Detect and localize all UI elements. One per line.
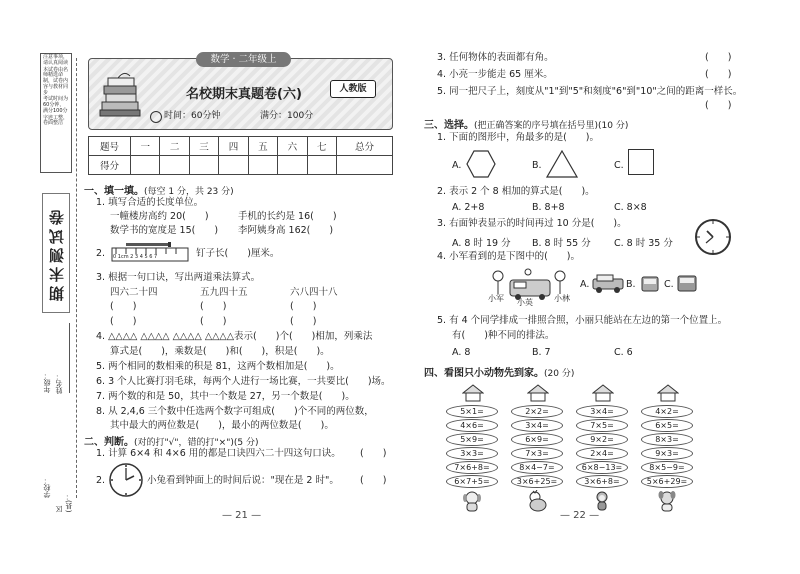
field-grade-label: 年级： — [43, 372, 51, 393]
subject-pill: 数学 · 二年级上 — [196, 52, 291, 67]
s3-q3-opt-c[interactable]: C. 8 时 35 分 — [614, 238, 673, 249]
section2-heading — [84, 433, 258, 448]
ruler-label: 0 1cm 2 3 4 5 6 7 — [113, 254, 158, 260]
binding-line — [76, 58, 77, 498]
judge-q4-paren[interactable]: ( ) — [705, 69, 732, 80]
house-icon — [462, 384, 484, 406]
judge-q5-paren[interactable]: ( ) — [705, 100, 732, 111]
score-table-header-row — [89, 137, 393, 156]
score-table-cell: 四 — [219, 137, 248, 156]
score-table-cell: 总分 — [336, 137, 392, 156]
s1-q6: 6. 3 个人比赛打羽毛球，每两个人进行一场比赛，一共要比( )场。 — [96, 376, 391, 387]
note-line: 注意事项，请认真阅读 — [43, 54, 69, 66]
puppy-icon — [460, 490, 484, 516]
exam-time: 时间：60分钟 — [164, 111, 221, 121]
score-table-cell: 一 — [131, 137, 160, 156]
judge-q3-paren[interactable]: ( ) — [705, 52, 732, 63]
math-oval[interactable]: 2×4= — [576, 447, 628, 460]
s3-q1: 1. 下面的图形中，角最多的是( )。 — [437, 132, 599, 143]
s3-q1-opt-b[interactable]: B. — [532, 160, 542, 171]
math-oval[interactable]: 6×7+5= — [446, 475, 498, 488]
s1-q3: 3. 根据一句口诀，写出两道乘法算式。 — [96, 272, 261, 283]
section4-title: 四、看图只小动物先到家。 — [424, 368, 544, 379]
score-table-cell: 题号 — [89, 137, 131, 156]
exam-title: 名校期末真题卷(六) — [186, 87, 302, 102]
clock-icon — [150, 111, 162, 123]
score-input-cell[interactable] — [278, 156, 307, 175]
s1-q2: 2. — [96, 248, 106, 259]
s1-q3-rhyme: 四六二十四 — [110, 287, 158, 298]
section4-note: (20 分) — [544, 369, 575, 379]
s3-q4: 4. 小军看到的是下图中的( )。 — [437, 251, 580, 262]
s3-q5-opt-b[interactable]: B. 7 — [532, 347, 551, 358]
person-label: 小英 — [517, 298, 533, 307]
judge-q4: 4. 小亮一步能走 65 厘米。 — [437, 69, 553, 80]
math-oval[interactable]: 3×6+25= — [511, 475, 563, 488]
judge-q3: 3. 任何物体的表面都有角。 — [437, 52, 554, 63]
vertical-title — [42, 193, 70, 313]
score-input-cell[interactable] — [189, 156, 218, 175]
score-input-cell[interactable] — [248, 156, 277, 175]
score-table-cell: 七 — [307, 137, 336, 156]
s3-q3: 3. 右面钟表显示的时间再过 10 分是( )。 — [437, 218, 627, 229]
note-line: 考试时间为60分钟，满分100分 — [43, 96, 69, 114]
s1-q2-text: 钉子长( )厘米。 — [196, 248, 280, 259]
s3-q5-opt-a[interactable]: A. 8 — [452, 347, 471, 358]
math-oval[interactable]: 3×3= — [446, 447, 498, 460]
page-number-left: — 21 — — [222, 510, 262, 521]
s3-q3-opt-a[interactable]: A. 8 时 19 分 — [452, 238, 511, 249]
score-input-cell[interactable] — [131, 156, 160, 175]
note-line: 字迹工整，卷面整洁 — [43, 114, 69, 127]
field-district-label: 区(县)： — [55, 493, 73, 513]
math-oval[interactable]: 9×3= — [641, 447, 693, 460]
math-oval[interactable]: 7×6+8= — [446, 461, 498, 474]
clock-face-icon — [108, 462, 144, 498]
score-table — [88, 136, 393, 175]
math-oval[interactable]: 4×2= — [641, 405, 693, 418]
hexagon-shape — [466, 150, 496, 182]
math-oval[interactable]: 6×9= — [511, 433, 563, 446]
math-oval[interactable]: 4×6= — [446, 419, 498, 432]
score-table-cell: 五 — [248, 137, 277, 156]
note-line: 本试卷由名师精选命制，试卷内容与教材同步 — [43, 66, 69, 96]
s1-q1-item: 手机的长约是 16( ) — [238, 211, 337, 222]
s3-q2-opt-c[interactable]: C. 8×8 — [614, 202, 647, 213]
square-shape — [628, 149, 654, 175]
s1-q3-blank[interactable]: ( ) — [110, 316, 137, 327]
s1-q4-line2: 算式是( )，乘数是( )和( )，积是( )。 — [110, 346, 330, 357]
math-oval[interactable]: 5×1= — [446, 405, 498, 418]
s1-q3-rhyme: 五九四十五 — [200, 287, 248, 298]
score-row-label: 得分 — [89, 156, 131, 175]
s1-q8-line2: 其中最大的两位数是( )，最小的两位数是( )。 — [110, 420, 334, 431]
field-district — [54, 493, 74, 512]
section3-heading — [424, 116, 628, 131]
s3-q1-opt-c[interactable]: C. — [614, 160, 624, 171]
car-view-c — [676, 272, 698, 298]
math-oval[interactable]: 8×5−9= — [641, 461, 693, 474]
math-oval[interactable]: 8×4−7= — [511, 461, 563, 474]
s1-q3-blank[interactable]: ( ) — [290, 301, 317, 312]
section2-title: 二、判断。 — [84, 437, 134, 448]
s1-q1-item: 李阿姨身高 162( ) — [238, 225, 334, 236]
math-oval[interactable]: 3×4= — [511, 419, 563, 432]
s2-q2-text: 小兔看到钟面上的时间后说："现在是 2 时"。 — [147, 475, 339, 486]
math-oval[interactable]: 7×3= — [511, 447, 563, 460]
s1-q3-blank[interactable]: ( ) — [200, 316, 227, 327]
math-oval[interactable]: 9×2= — [576, 433, 628, 446]
house-icon — [527, 384, 549, 406]
score-input-cell[interactable] — [307, 156, 336, 175]
s3-q2-opt-a[interactable]: A. 2+8 — [452, 202, 485, 213]
s2-q2: 2. — [96, 475, 106, 486]
s1-q3-blank[interactable]: ( ) — [290, 316, 317, 327]
binding-strip — [40, 53, 73, 513]
triangle-shape — [546, 150, 578, 182]
section3-note: (把正确答案的序号填在括号里)(10 分) — [474, 121, 629, 131]
section1-note: (每空 1 分，共 23 分) — [144, 187, 234, 197]
score-input-cell[interactable] — [336, 156, 392, 175]
s1-q3-blank[interactable]: ( ) — [200, 301, 227, 312]
s3-q3-opt-b[interactable]: B. 8 时 55 分 — [532, 238, 591, 249]
s3-q4-opt-c[interactable]: C. — [664, 279, 674, 290]
s1-q1-item: 一幢楼房高约 20( ) — [110, 211, 209, 222]
s2-q1-paren[interactable]: ( ) — [360, 448, 387, 459]
field-school — [42, 458, 70, 498]
field-name-label: 姓名： — [55, 373, 63, 394]
ruler-nail-figure — [110, 242, 190, 264]
score-table-cell: 三 — [189, 137, 218, 156]
s3-q5-line2: 有( )种不同的排法。 — [452, 330, 555, 341]
score-table-cell: 六 — [278, 137, 307, 156]
s2-q1: 1. 计算 6×4 和 4×6 用的都是口诀四六二十四这句口诀。 — [96, 448, 341, 459]
math-oval[interactable]: 3×6+8= — [576, 475, 628, 488]
math-oval[interactable]: 6×8−13= — [576, 461, 628, 474]
section1-title: 一、填一填。 — [84, 186, 144, 197]
section4-heading — [424, 364, 574, 379]
s2-q2-paren[interactable]: ( ) — [360, 475, 387, 486]
page-number-right: — 22 — — [560, 510, 600, 521]
car-view-a — [592, 274, 624, 298]
field-school-label: 学校： — [43, 477, 51, 498]
math-oval[interactable]: 2×2= — [511, 405, 563, 418]
field-name — [54, 373, 64, 394]
edition-badge: 人教版 — [330, 80, 376, 98]
score-table-score-row — [89, 156, 393, 175]
person-label: 小军 — [488, 294, 504, 303]
dog-icon — [655, 490, 679, 516]
math-oval[interactable]: 6×5= — [641, 419, 693, 432]
s1-q7: 7. 两个数的和是 50，其中一个数是 27，另一个数是( )。 — [96, 391, 355, 402]
rooster-icon — [525, 490, 549, 516]
section2-note: (对的打"√"，错的打"×")(5 分) — [134, 438, 259, 448]
s1-q5: 5. 两个相同的数相乘的积是 81，这两个数相加是( )。 — [96, 361, 340, 372]
s1-q8-line1: 8. 从 2,4,6 三个数中任选两个数字可组成( )个不同的两位数， — [96, 406, 374, 417]
s3-q2: 2. 表示 2 个 8 相加的算式是( )。 — [437, 186, 595, 197]
s1-q4-line1: 4. △△△△ △△△△ △△△△ △△△△表示( )个( )相加，列乘法 — [96, 331, 373, 342]
person-label: 小林 — [554, 294, 570, 303]
section1-heading — [84, 182, 234, 197]
s1-q3-blank[interactable]: ( ) — [110, 301, 137, 312]
s3-q1-opt-a[interactable]: A. — [452, 160, 462, 171]
s3-q4-opt-a[interactable]: A. — [580, 279, 590, 290]
s3-q5-line1: 5. 有 4 个同学排成一排照合照，小丽只能站在左边的第一个位置上。 — [437, 315, 728, 326]
wall-clock-icon — [694, 218, 732, 256]
score-table-cell: 二 — [160, 137, 189, 156]
judge-q5: 5. 同一把尺子上，刻度从"1"到"5"和刻度"6"到"10"之间的距离一样长。 — [437, 86, 743, 97]
house-icon — [592, 384, 614, 406]
s3-q2-opt-b[interactable]: B. 8+8 — [532, 202, 565, 213]
section3-title: 三、选择。 — [424, 120, 474, 131]
s1-q1: 1. 填写合适的长度单位。 — [96, 197, 204, 208]
math-oval[interactable]: 8×3= — [641, 433, 693, 446]
s3-q5-opt-c[interactable]: C. 6 — [614, 347, 633, 358]
score-input-cell[interactable] — [219, 156, 248, 175]
s1-q3-rhyme: 六八四十八 — [290, 287, 338, 298]
math-oval[interactable]: 5×6+29= — [641, 475, 693, 488]
books-illustration — [98, 68, 142, 124]
vertical-title-text: 期末测试卷 — [47, 205, 66, 301]
math-oval[interactable]: 3×4= — [576, 405, 628, 418]
math-oval[interactable]: 5×9= — [446, 433, 498, 446]
car-view-b — [640, 274, 660, 298]
s3-q4-opt-b[interactable]: B. — [626, 279, 636, 290]
full-score: 满分：100分 — [260, 111, 314, 121]
math-oval[interactable]: 7×5= — [576, 419, 628, 432]
score-input-cell[interactable] — [160, 156, 189, 175]
notes-box — [40, 53, 72, 173]
s1-q1-item: 数学书的宽度是 15( ) — [110, 225, 219, 236]
house-icon — [657, 384, 679, 406]
